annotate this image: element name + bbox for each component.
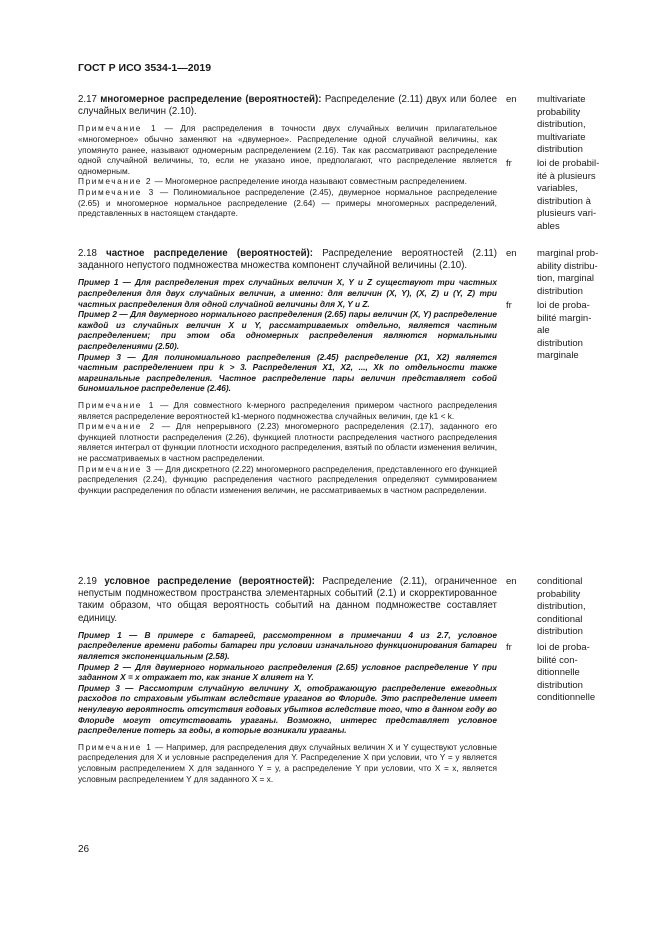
lang-code-fr: fr [506, 300, 512, 311]
term-name: многомерное распределение (вероятностей): [100, 94, 322, 105]
example: Пример 1 — В примере с батареей, рассмотренном в примечании 4 из 2.7, условное распределение времени работы батареи при условии изначального функционирования батареи является экспоненциальным (2.58). [78, 629, 497, 661]
french-equivalents: loi de proba- bilité con- ditionnelle distribution conditionnelle [537, 642, 596, 703]
note: Примечание 1 — Для совместного k-мерного распределения примером частного распределения является распределение вероятностей k1-мерного подмножества случайных величин, где k1 < k. [78, 399, 497, 421]
term-definition: 2.19 условное распределение (вероятностей): Распределение (2.11), ограниченное непустым подмножеством пространства элементарных событий (2.1) и скорректированное таким образом, что общая вероятность событий на данном подмножестве составляет единицу. [78, 576, 497, 624]
document-header: ГОСТ Р ИСО 3534-1—2019 [78, 62, 212, 74]
note: Примечание 1 — Например, для распределения двух случайных величин X и Y существуют условные распределения для X и условные распределения для Y. Распределение X при условии, что Y = y является условным распределением X для заданного Y = y, а распределение Y при условии, что X = x, является условным распределением Y для заданного X = x. [78, 741, 497, 784]
term-name: условное распределение (вероятностей): [104, 576, 315, 587]
term-entry-2-19 [78, 576, 497, 784]
note: Примечание 3 — Полиномиальное распределение (2.45), двумерное нормальное распределение (2.65) и многомерное нормальное распределение (2.64) — примеры многомерных распределений, представленных в настоящем стандарте. [78, 186, 497, 219]
example: Пример 2 — Для двумерного нормального распределения (2.65) условное распределение Y при заданном X = x отражает то, как знание X влияет на Y. [78, 661, 497, 683]
example: Пример 2 — Для двумерного нормального распределения (2.65) пары величин (X, Y) распределение каждой из случайных величин X и Y, рассматриваемых отдельно, является частным распределением; при этом оба одномерных распределения являются нормальными распределениями (2.50). [78, 309, 497, 351]
lang-code-en: en [506, 248, 517, 259]
lang-code-en: en [506, 94, 517, 105]
note: Примечание 3 — Для дискретного (2.22) многомерного распределения, представленного его функцией распределения (2.24), функцию распределения частного распределения определяют суммированием функции распределения по области изменения величин, не рассматриваемых в частном распределении. [78, 463, 497, 495]
example: Пример 1 — Для распределения трех случайных величин X, Y и Z существуют три частных распределения для двух случайных величин, а именно: для величин (X, Y), (X, Z) и (Y, Z) три частных распределения для одной случайной величины для X, Y и Z. [78, 277, 497, 309]
english-equivalents: multivariate probability distribution, multivariate distribution [537, 94, 586, 155]
term-definition: 2.18 частное распределение (вероятностей): Распределение вероятностей (2.11) заданного непустого подмножества множества компонент случайной величины (2.10). [78, 248, 498, 272]
example: Пример 3 — Для полиномиального распределения (2.45) распределение (X1, X2) является частным распределением при k > 3. Распределения X1, X2, ..., Xk по отдельности также маргинальные распределения. Частное распределение пары величин представляет собой биномиальное распределение (2.46). [78, 351, 497, 394]
french-equivalents: loi de probabil- ité à plusieurs variables, distribution à plusieurs vari- ables [537, 158, 600, 232]
french-equivalents: loi de proba- bilité margin- ale distribution marginale [537, 300, 592, 361]
lang-code-en: en [506, 576, 517, 587]
term-entry-2-18 [78, 248, 497, 495]
page-number: 26 [78, 844, 90, 855]
english-equivalents: marginal prob- ability distribu- tion, marginal distribution [537, 248, 599, 297]
term-name: частное распределение (вероятностей): [106, 248, 314, 259]
note: Примечание 1 — Для распределения в точности двух случайных величин прилагательное «многомерное» обычно заменяют на «двумерное». Распределение одной случайной величины, как упомянуто ранее, называют одномерным распределением (2.16). Так как рассматривают распределение одной случайной величины, то, если не указано иное, предполагают, что распределение является одномерным. [78, 123, 497, 176]
note: Примечание 2 — Многомерное распределение иногда называют совместным распределением. [78, 176, 467, 187]
note: Примечание 2 — Для непрерывного (2.23) многомерного распределения (2.17), заданного его функцией плотности распределения (2.26), функцией плотности распределения частного распределения является интеграл от функции плотности исходного распределения, взятый по области изменения величин, не рассматриваемых в частном распределении. [78, 421, 497, 463]
lang-code-fr: fr [506, 642, 512, 653]
term-entry-2-17 [78, 94, 497, 219]
english-equivalents: conditional probability distribution, conditional distribution [537, 576, 586, 637]
term-definition: 2.17 многомерное распределение (вероятностей): Распределение (2.11) двух или более случайных величин (2.10). [78, 94, 497, 118]
example: Пример 3 — Рассмотрим случайную величину X, отображающую распределение ежегодных расходов по страховым убыткам вследствие ураганов во Флориде. Это распределение имеет ненулевую вероятность отсутствия годовых убытков вследствие того, что в данном году во Флориде могут отсутствовать ураганы. Возможно, интерес представляет условное распределение потерь за годы, в которые возникали ураганы. [78, 682, 497, 736]
lang-code-fr: fr [506, 158, 512, 169]
